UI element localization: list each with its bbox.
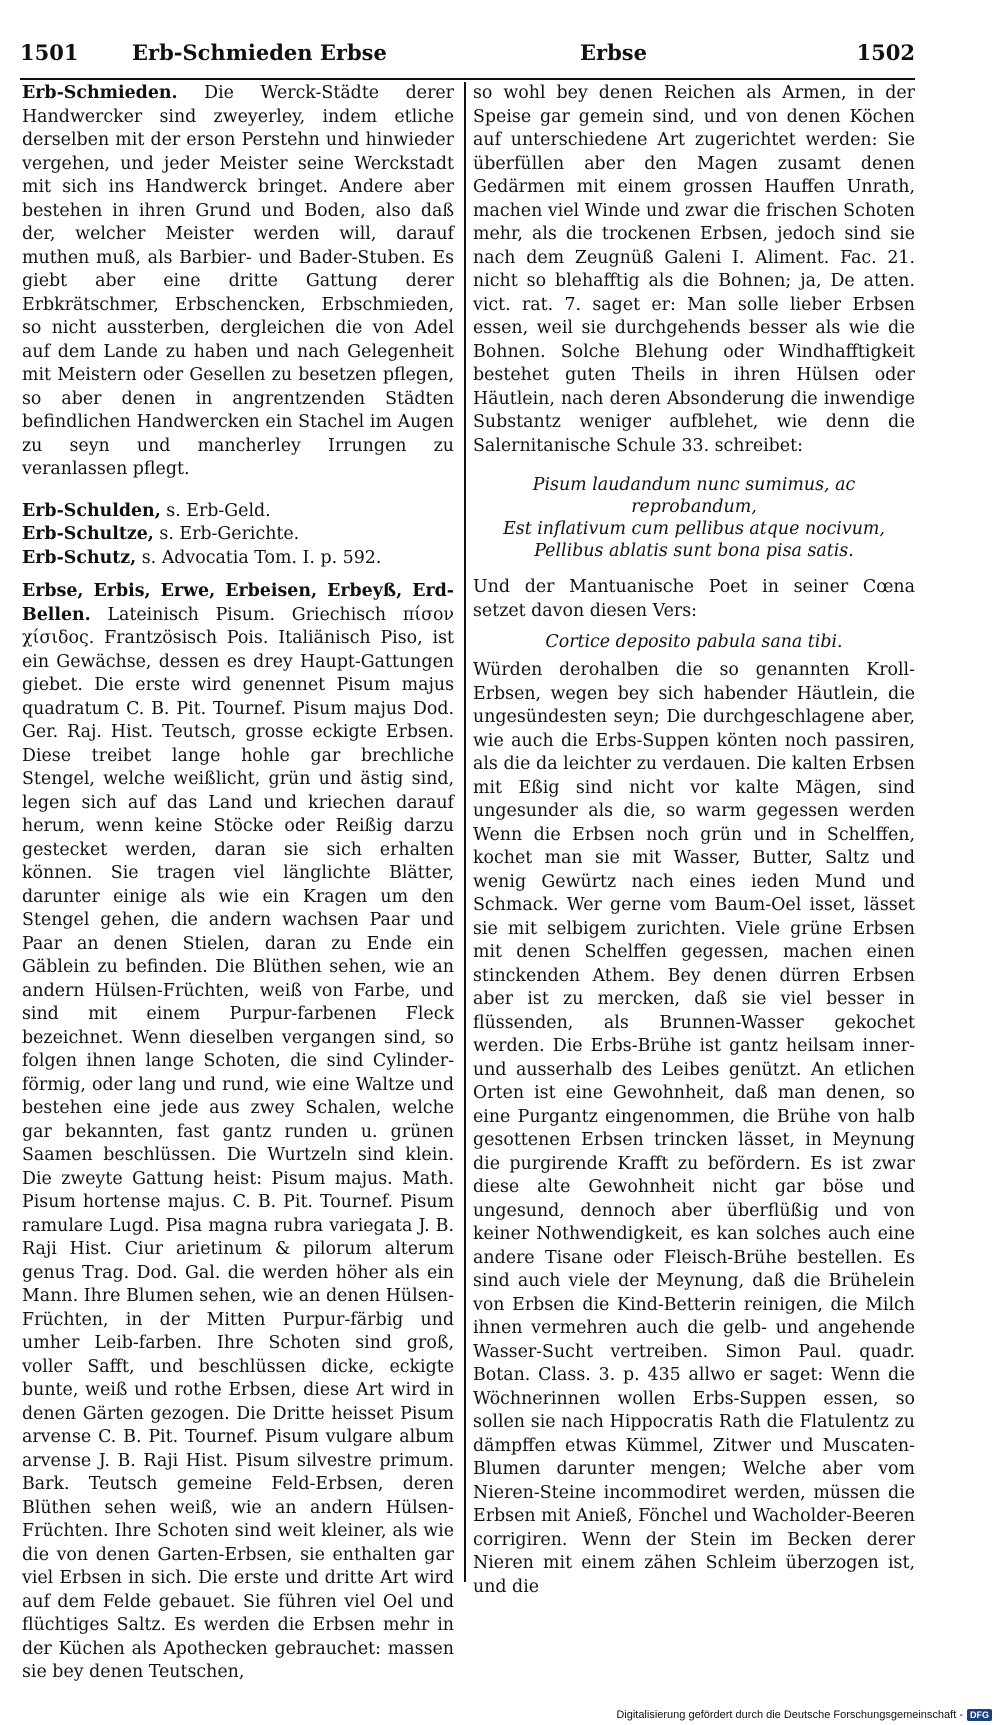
left-running-title: Erb-Schmieden Erbse: [132, 40, 387, 65]
lemma: Erb-Schutz,: [22, 547, 137, 568]
column-divider: [464, 82, 466, 1582]
verse-line: Pellibus ablatis sunt bona pisa satis.: [534, 541, 854, 561]
xref-text: s. Erb-Gerichte.: [159, 524, 300, 544]
lemma: Erb-Schulden,: [22, 500, 161, 521]
right-column: [473, 82, 915, 1599]
entry-erbse: [22, 580, 454, 1685]
left-page-number: 1501: [20, 40, 79, 65]
latin-verse-line: Cortice deposito pabula sana tibi.: [545, 632, 843, 652]
left-column: [22, 82, 454, 1685]
lemma: Erb-Schmieden.: [22, 83, 178, 103]
digitization-footer: [616, 1709, 992, 1721]
right-page-number: 1502: [856, 40, 915, 65]
entry-text: Die Werck-Städte derer Handwercker sind zweyerley, indem etliche derselben mit der erson Perstehn und hinwieder vergehen, und jeder Meister seine Werckstadt mit sich ins Handwerck bringet. Andere aber bestehen in ihren Grund und Boden, also daß der, welcher Meister werden will, darauf muthen muß, als Barbier- und Bader-Stuben. Es giebt aber eine dritte Gattung derer Erbkrätschmer, Erbschencken, Erbschmieden, so nicht aussterben, dergleichen die von Adel auf dem Lande zu haben und nach Gelegenheit mit Meistern oder Gesellen zu besetzen pflegen, so aber denen in angrentzenden Städten befindlichen Handwercken ein Stachel im Augen zu seyn und mancherley Irrungen zu veranlassen pflegt.: [22, 83, 454, 479]
lemma: Erbse, Erbis, Erwe, Erbeisen, Erbeyß, Erd-Bellen.: [22, 581, 454, 625]
dfg-logo: DFG: [967, 1709, 992, 1721]
entry-text: Lateinisch Pisum. Griechisch πίσον χίσιδος. Frantzösisch Pois. Italiänisch Piso, ist ein Gewächse, dessen es drey Haupt-Gattungen giebet. Die erste wird genennet Pisum majus quadratum C. B. Pit. Tournef. Pisum majus Dod. Ger. Raj. Hist. Teutsch, grosse eckigte Erbsen. Diese treibet lange hohle gar brechliche Stengel, welche weißlicht, grün und ästig sind, legen sich auf das Land und kriechen darauf herum, wenn keine Stöcke oder Reißig darzu gestecket werden, daran sie sich erhalten können. Sie tragen viel länglichte Blätter, darunter einige als wie ein Kragen um den Stengel gehen, die andern wachsen Paar und Paar an denen Stielen, daran zu Ende ein Gäblein zu befinden. Die Blüthen sehen, wie an andern Hülsen-Früchten, weiß von Farbe, und sind mit einem Purpur-farbenen Fleck bezeichnet. Wenn dieselben vergangen sind, so folgen ihnen lange Schoten, die sind Cylinder-förmig, oder lang und rund, wie eine Waltze und bestehen eine jede aus zwey Schalen, welche gar bekannten, fast gantz runden u. grünen Saamen beschlüssen. Die Wurtzeln sind klein. Die zweyte Gattung heist: Pisum majus. Math. Pisum hortense majus. C. B. Pit. Tournef. Pisum ramulare Lugd. Pisa magna rubra variegata J. B. Raji Hist. Ciur arietinum & pilorum alterum genus Trag. Dod. Gal. die werden höher als ein Mann. Ihre Blumen sehen, wie an denen Hülsen-Früchten, in der Mitten Purpur-färbig und umher Leib-farben. Ihre Schoten sind groß, voller Safft, und beschlüssen dicke, eckigte bunte, weiß und rothe Erbsen, diese Art wird in denen Gärten gezogen. Die Dritte heisset Pisum arvense C. B. Pit. Tournef. Pisum vulgare album arvense J. B. Raji Hist. Pisum silvestre primum. Bark. Teutsch gemeine Feld-Erbsen, deren Blüthen sehen weiß, wie an andern Hülsen-Früchten. Ihre Schoten sind weit kleiner, als wie die von denen Garten-Erbsen, sie enthalten gar viel Erbsen in sich. Die erste und dritte Art wird auf dem Felde gebauet. Sie führen viel Oel und flüchtiges Saltz. Es werden die Erbsen mehr in der Küchen als Apothecken gebrauchet: massen sie bey denen Teutschen,: [22, 604, 454, 1682]
xref-erb-schulden: [22, 500, 454, 524]
xref-text: s. Advocatia Tom. I. p. 592.: [141, 547, 382, 568]
latin-verse-block: [473, 474, 915, 562]
xref-erb-schutz: [22, 547, 454, 571]
verse-line: Pisum laudandum nunc sumimus, ac reprobandum,: [532, 475, 856, 517]
running-header: [20, 40, 915, 76]
footer-text: Digitalisierung gefördert durch die Deutsche Forschungsgemeinschaft -: [616, 1709, 963, 1721]
right-running-title: Erbse: [580, 40, 647, 65]
xref-erb-schultze: [22, 523, 454, 547]
header-rule: [20, 78, 915, 80]
paragraph: Und der Mantuanische Poet in seiner Cœna setzet davon diesen Vers:: [473, 577, 915, 621]
xref-text: s. Erb-Geld.: [166, 500, 271, 521]
verse-line: Est inflativum cum pellibus atque nocivum,: [503, 519, 885, 539]
paragraph: so wohl bey denen Reichen als Armen, in der Speise gar gemein sind, und von denen Köchen auf unterschiedene Art zugerichtet werden: Sie überfüllen aber den Magen zusamt denen Gedärmen mit einem grossen Hauffen Unrath, machen viel Winde und zwar die frischen Schoten mehr, als die trockenen Erbsen, jedoch sind sie nach dem Zeugnüß Galeni I. Aliment. Fac. 21. nicht so blehafftig als die Bohnen; ja, De atten. vict. rat. 7. saget er: Man solle lieber Erbsen essen, weil sie durchgehends besser als wie die Bohnen. Solche Blehung oder Windhafftigkeit bestehet guten Theils in ihren Hülsen oder Häutlein, nach deren Absonderung die inwendige Substantz weniger aufblehet, wie denn die Salernitanische Schule 33. schreibet:: [473, 83, 915, 456]
lemma: Erb-Schultze,: [22, 524, 154, 544]
paragraph: Würden derohalben die so genannten Kroll-Erbsen, wegen bey sich habender Häutlein, die ungesündesten seyn; Die durchgeschlagene aber, wie auch die Erbs-Suppen könten noch passiren, als die da leichter zu verdauen. Die kalten Erbsen mit Eßig sind nicht vor kalte Mägen, sind ungesunder als die, so warm gegessen werden Wenn die Erbsen noch grün und in Schelffen, kochet man sie mit Wasser, Butter, Saltz und wenig Gewürtz nach eines ieden Mund und Schmack. Wer gerne vom Baum-Oel isset, lässet sie mit selbigem zurichten. Viele grüne Erbsen mit denen Schelffen gegessen, machen einen stinckenden Athem. Bey denen dürren Erbsen aber ist zu mercken, daß sie viel besser in flüssenden, als Brunnen-Wasser gekochet werden. Die Erbs-Brühe ist gantz heilsam inner- und ausserhalb des Leibes genützt. An etlichen Orten ist eine Gewohnheit, daß man denen, so eine Purgantz eingenommen, die Brühe von halb gesottenen Erbsen trincken lässet, in Meynung die purgirende Krafft zu befördern. Es ist zwar diese alte Gewohnheit nicht gar böse und ungesund, dennoch aber überflüßig und von keiner Nothwendigkeit, es kan solches auch eine andere Tisane oder Fleisch-Brühe bestellen. Es sind auch viele der Meynung, daß die Brühelein von Erbsen die Kind-Betterin reinigen, die Milch ihnen vermehren auch die gelb- und angehende Wasser-Sucht vertreiben. Simon Paul. quadr. Botan. Class. 3. p. 435 allwo er saget: Wenn die Wöchnerinnen wollen Erbs-Suppen essen, so sollen sie nach Hippocratis Rath die Flatulentz zu dämpffen etwas Kümmel, Zitwer und Muscaten-Blumen darunter mengen; Welche aber vom Nieren-Steine incommodiret werden, müssen die Erbsen mit Anieß, Fönchel und Wacholder-Beeren corrigiren. Wenn der Stein im Becken derer Nieren mit einem zähen Schleim überzogen ist, und die: [473, 660, 915, 1597]
entry-erb-schmieden: [22, 82, 454, 482]
